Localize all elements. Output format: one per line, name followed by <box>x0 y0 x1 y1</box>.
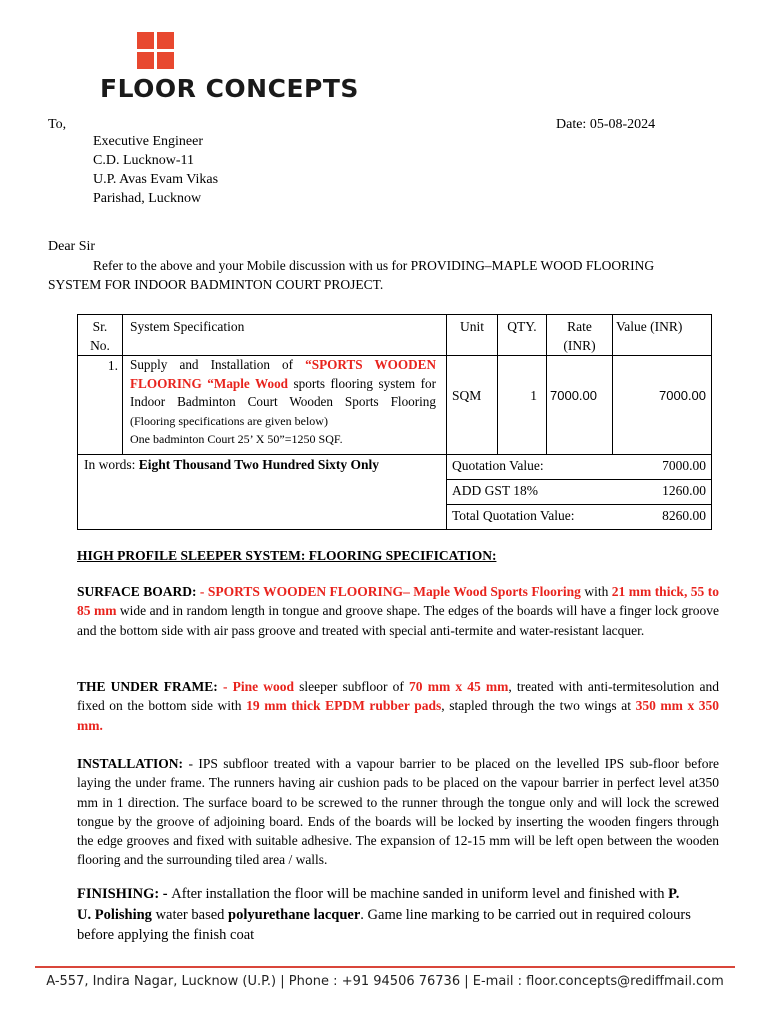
amount-in-words: In words: Eight Thousand Two Hundred Sixty Only <box>84 457 379 472</box>
finishing-paragraph: FINISHING: - After installation the floor will be machine sanded in uniform level and finished with P. U. Polishing water based polyurethane lacquer. Game line marking to be carried out in required colours before applying the finish coat <box>77 886 691 943</box>
footer-divider <box>35 966 735 968</box>
totals-label: Quotation Value: <box>452 458 544 473</box>
spec-heading: HIGH PROFILE SLEEPER SYSTEM: FLOORING SPECIFICATION: <box>77 548 497 563</box>
recipient-line: U.P. Avas Evam Vikas <box>93 172 219 187</box>
table-header-spec: System Specification <box>130 319 245 334</box>
table-header-value: Value (INR) <box>616 319 683 334</box>
company-logo <box>97 30 359 105</box>
row-unit: SQM <box>452 388 482 403</box>
salutation: Dear Sir <box>48 239 96 254</box>
totals-label: ADD GST 18% <box>452 483 539 498</box>
surface-board-paragraph: SURFACE BOARD: - SPORTS WOODEN FLOORING– Maple Wood Sports Flooring with 21 mm thick, 55 to 85 mm wide and in random length in tongue and groove shape. The edges of the boards will have a finger lock groove and the bottom side with air pass groove and treated with special anti-termite and water-resistant lacquer. <box>77 584 719 638</box>
row-value: 7000.00 <box>659 388 706 403</box>
recipient-address <box>93 132 218 208</box>
intro-line-2: SYSTEM FOR INDOOR BADMINTON COURT PROJECT. <box>48 277 384 292</box>
row-sr: 1. <box>107 358 118 373</box>
company-name: FLOOR CONCEPTS <box>100 74 359 103</box>
totals-value: 7000.00 <box>662 458 706 473</box>
totals-value: 8260.00 <box>662 508 706 523</box>
logo-mark-icon <box>137 32 175 70</box>
recipient-line: Parishad, Lucknow <box>93 191 202 206</box>
totals-label: Total Quotation Value: <box>452 508 575 523</box>
totals-value: 1260.00 <box>662 483 706 498</box>
row-rate: 7000.00 <box>550 388 597 403</box>
table-header-unit: Unit <box>459 319 484 334</box>
recipient-line: C.D. Lucknow-11 <box>93 153 194 168</box>
intro-line-1: Refer to the above and your Mobile discussion with us for PROVIDING–MAPLE WOOD FLOORING <box>93 258 655 273</box>
installation-paragraph: INSTALLATION: - IPS subfloor treated with a vapour barrier to be placed on the levelled IPS sub-floor before laying the under frame. The runners having air cushion pads to be placed on the vapour barrier in perfect level at350 mm in 1 direction. The surface board to be screwed to the runner through the tongue only and will lock the screwed tongue by the groove of adjoining board. Ends of the boards will be locked by inserting the wooden fingers through the edge grooves and fixed with suitable adhesive. The expansion of 12-15 mm will be left open between the wooden flooring and the surrounding tiled area / walls. <box>77 756 719 868</box>
quotation-table <box>77 314 712 530</box>
row-qty: 1 <box>530 388 537 403</box>
table-header-qty: QTY. <box>507 319 537 334</box>
table-header-rate: Rate (INR) <box>563 319 596 353</box>
recipient-line: Executive Engineer <box>93 134 204 149</box>
letter-date: Date: 05-08-2024 <box>556 117 656 132</box>
row-specification: Supply and Installation of “SPORTS WOODEN FLOORING “Maple Wood sports flooring system for Indoor Badminton Court Wooden Sports Flooring (Flooring specifications are given below) One badminton Court 25’ X 50”=1250 SQF. <box>130 357 436 447</box>
to-label: To, <box>48 117 67 132</box>
under-frame-paragraph: THE UNDER FRAME: - Pine wood sleeper subfloor of 70 mm x 45 mm, treated with anti-termitesolution and fixed on the bottom side with 19 mm thick EPDM rubber pads, stapled through the two wings at 350 mm x 350 mm. <box>77 679 720 733</box>
table-header-sr: Sr. No. <box>90 319 110 353</box>
footer-contact: A-557, Indira Nagar, Lucknow (U.P.) | Phone : +91 94506 76736 | E-mail : floor.concepts@rediffmail.com <box>46 974 724 989</box>
